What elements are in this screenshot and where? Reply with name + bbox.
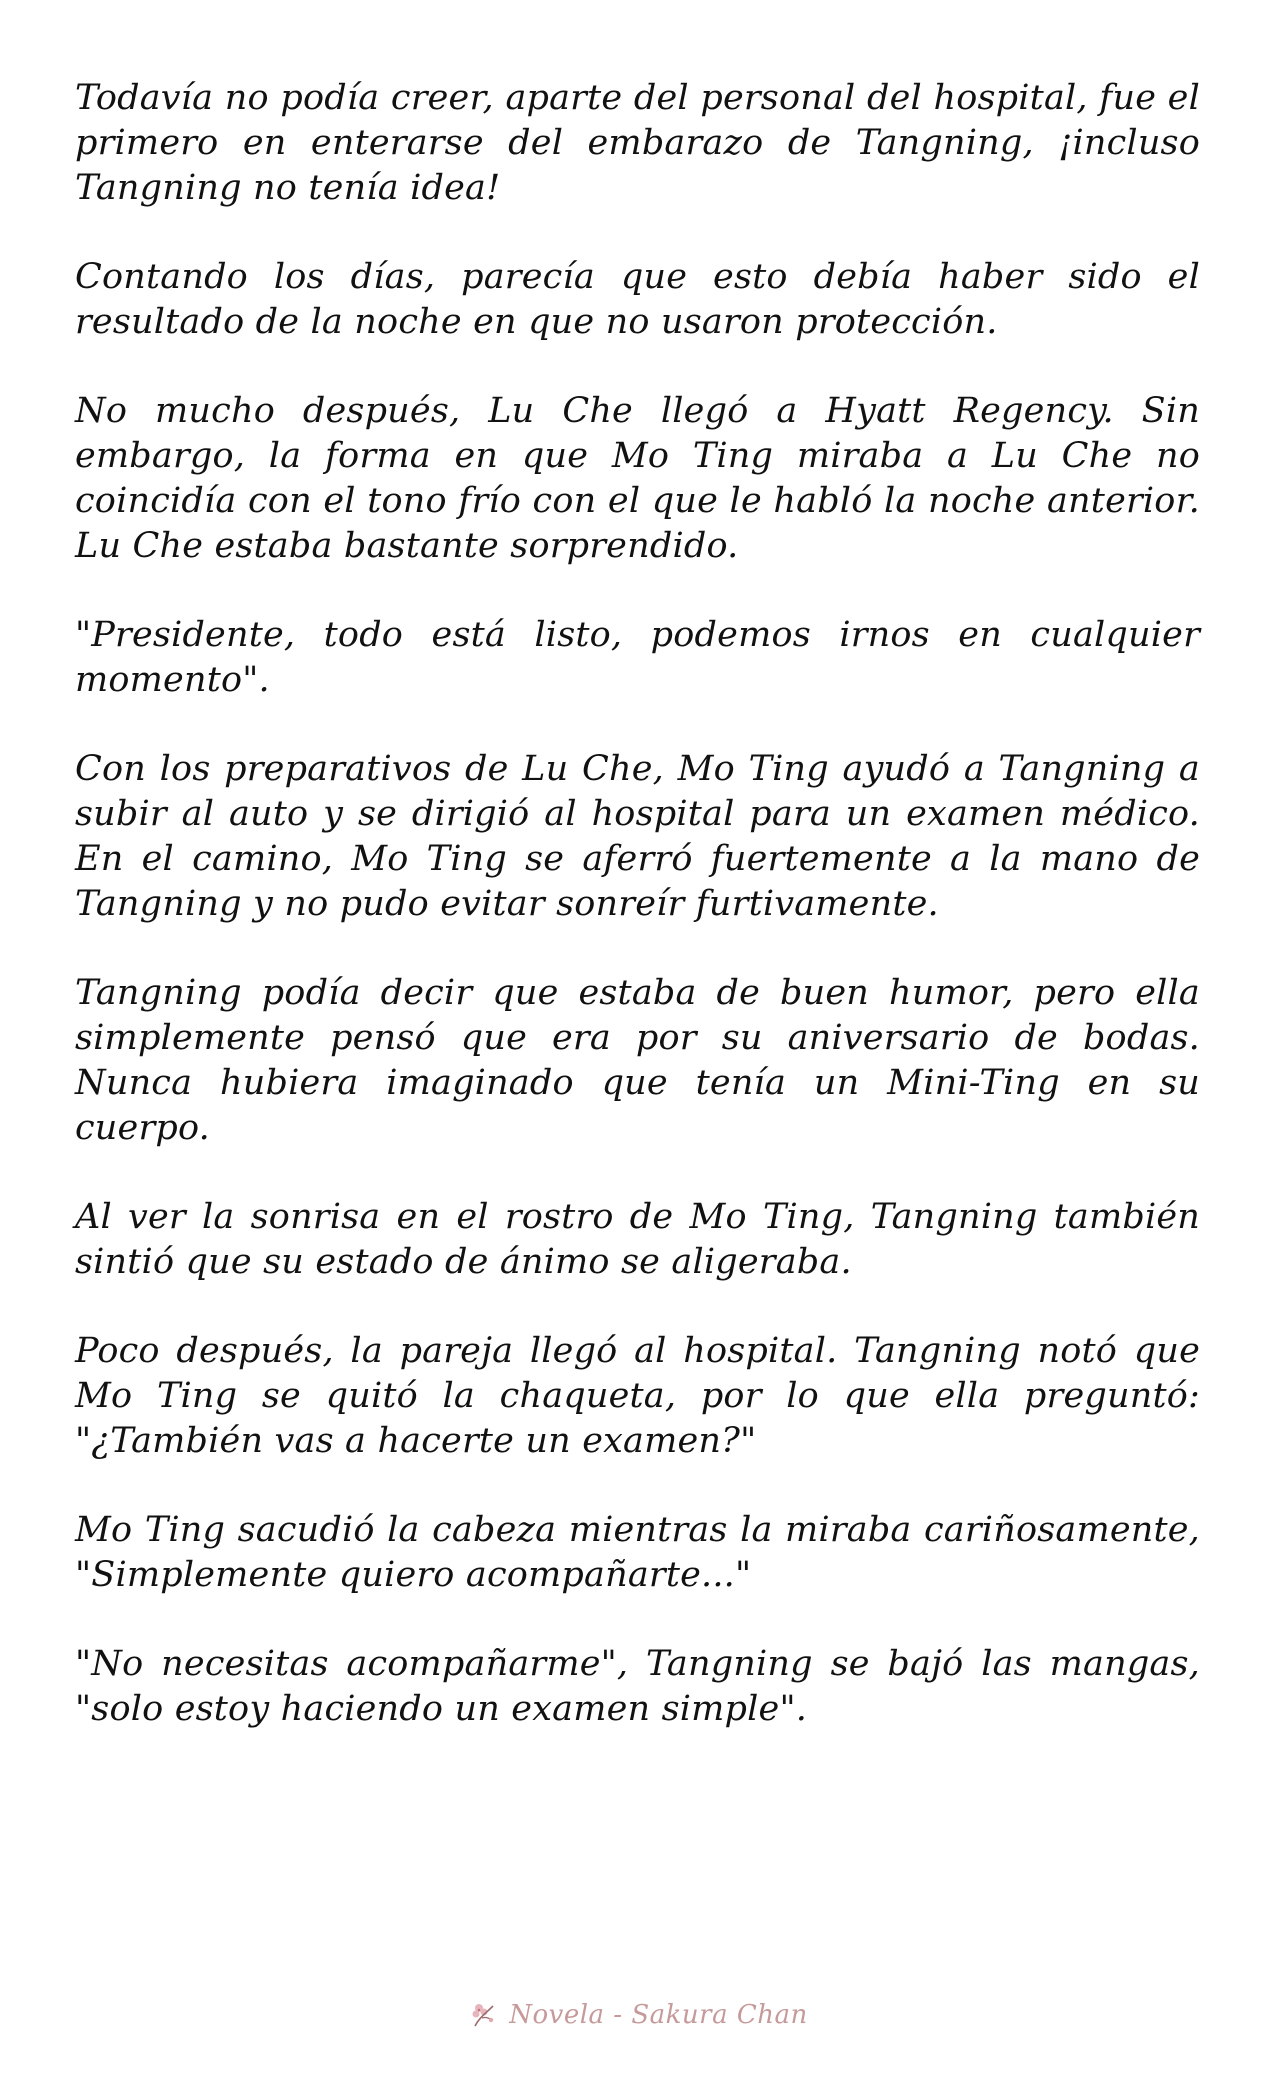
- cherry-blossom-icon: [467, 1998, 501, 2032]
- paragraph: "No necesitas acompañarme", Tangning se bajó las mangas, "solo estoy haciendo un examen simple".: [75, 1644, 1200, 1729]
- paragraph: No mucho después, Lu Che llegó a Hyatt Regency. Sin embargo, la forma en que Mo Ting miraba a Lu Che no coincidía con el tono frío con el que le habló la noche anterior. Lu Che estaba bastante sorprendido.: [75, 391, 1200, 566]
- paragraph: Mo Ting sacudió la cabeza mientras la miraba cariñosamente, "Simplemente quiero acompañarte...": [75, 1510, 1200, 1595]
- paragraph: Poco después, la pareja llegó al hospital. Tangning notó que Mo Ting se quitó la chaqueta, por lo que ella preguntó: "¿También vas a hacerte un examen?": [75, 1331, 1200, 1461]
- paragraph: Contando los días, parecía que esto debía haber sido el resultado de la noche en que no usaron protección.: [75, 257, 1200, 342]
- watermark-footer: [0, 1990, 1275, 2040]
- paragraph: Con los preparativos de Lu Che, Mo Ting ayudó a Tangning a subir al auto y se dirigió al hospital para un examen médico. En el camino, Mo Ting se aferró fuertemente a la mano de Tangning y no pudo evitar sonreír furtivamente.: [75, 749, 1200, 924]
- watermark-text: Novela - Sakura Chan: [509, 2000, 808, 2030]
- chapter-text: [75, 76, 1200, 1776]
- paragraph: Todavía no podía creer, aparte del personal del hospital, fue el primero en enterarse del embarazo de Tangning, ¡incluso Tangning no tenía idea!: [75, 78, 1200, 208]
- paragraph: "Presidente, todo está listo, podemos irnos en cualquier momento".: [75, 615, 1200, 700]
- paragraph: Tangning podía decir que estaba de buen humor, pero ella simplemente pensó que era por su aniversario de bodas. Nunca hubiera imaginado que tenía un Mini-Ting en su cuerpo.: [75, 973, 1200, 1148]
- watermark: [467, 1998, 808, 2032]
- paragraph: Al ver la sonrisa en el rostro de Mo Ting, Tangning también sintió que su estado de ánimo se aligeraba.: [75, 1197, 1200, 1282]
